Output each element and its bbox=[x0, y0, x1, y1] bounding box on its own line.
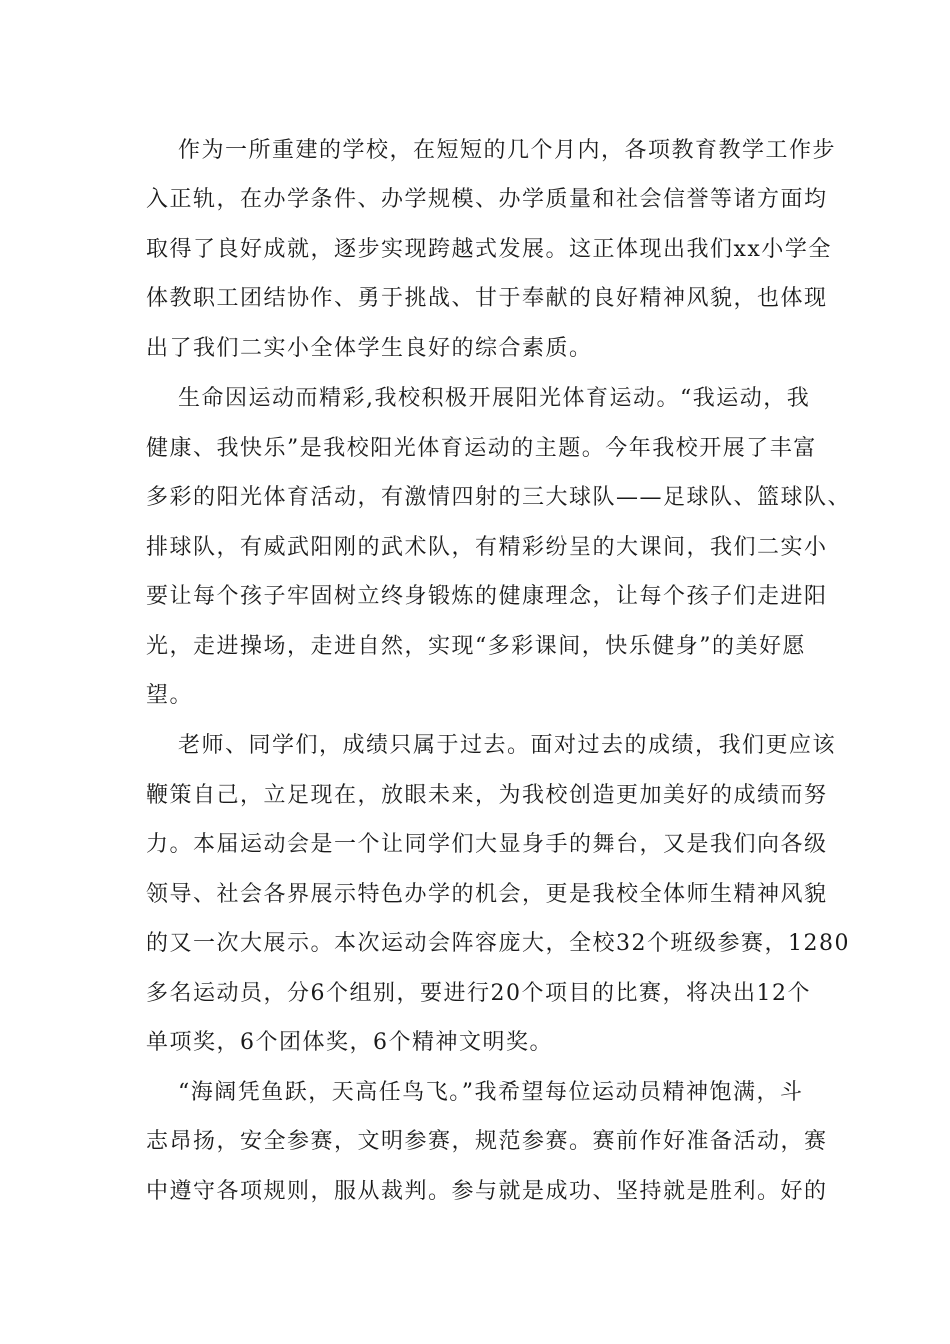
text-line: 生命因运动而精彩,我校积极开展阳光体育运动。“我运动，我 bbox=[178, 386, 811, 411]
text-line: 排球队，有威武阳刚的武术队，有精彩纷呈的大课间，我们二实小 bbox=[146, 535, 828, 560]
text-line: 要让每个孩子牢固树立终身锻炼的健康理念，让每个孩子们走进阳 bbox=[146, 584, 828, 609]
text-line: 中遵守各项规则，服从裁判。参与就是成功、坚持就是胜利。好的 bbox=[146, 1179, 828, 1204]
text-line: 单项奖，6个团体奖，6个精神文明奖。 bbox=[146, 1030, 553, 1055]
text-line: 健康、我快乐”是我校阳光体育运动的主题。今年我校开展了丰富 bbox=[146, 436, 817, 461]
text-line: 的又一次大展示。本次运动会阵容庞大，全校32个班级参赛，1280 bbox=[146, 931, 850, 956]
text-line: 光，走进操场，走进自然，实现“多彩课间，快乐健身”的美好愿 bbox=[146, 634, 806, 659]
text-line: 体教职工团结协作、勇于挑战、甘于奉献的良好精神风貌，也体现 bbox=[146, 286, 828, 311]
text-line: 入正轨，在办学条件、办学规模、办学质量和社会信誉等诸方面均 bbox=[146, 187, 828, 212]
text-line: 作为一所重建的学校，在短短的几个月内，各项教育教学工作步 bbox=[178, 138, 837, 163]
text-line: 取得了良好成就，逐步实现跨越式发展。这正体现出我们xx小学全 bbox=[146, 237, 832, 262]
text-line: 鞭策自己，立足现在，放眼未来，为我校创造更加美好的成绩而努 bbox=[146, 783, 828, 808]
text-line: 多彩的阳光体育活动，有激情四射的三大球队——足球队、篮球队、 bbox=[146, 485, 852, 510]
text-line: 多名运动员，分6个组别，要进行20个项目的比赛，将决出12个 bbox=[146, 981, 811, 1006]
text-line: 志昂扬，安全参赛，文明参赛，规范参赛。赛前作好准备活动，赛 bbox=[146, 1129, 828, 1154]
text-line: 领导、社会各界展示特色办学的机会，更是我校全体师生精神风貌 bbox=[146, 882, 828, 907]
text-line: “海阔凭鱼跃，天高任鸟飞。”我希望每位运动员精神饱满，斗 bbox=[178, 1080, 804, 1105]
text-line: 老师、同学们，成绩只属于过去。面对过去的成绩，我们更应该 bbox=[178, 733, 837, 758]
text-line: 望。 bbox=[146, 683, 194, 708]
text-line: 出了我们二实小全体学生良好的综合素质。 bbox=[146, 336, 593, 361]
text-line: 力。本届运动会是一个让同学们大显身手的舞台，又是我们向各级 bbox=[146, 832, 828, 857]
